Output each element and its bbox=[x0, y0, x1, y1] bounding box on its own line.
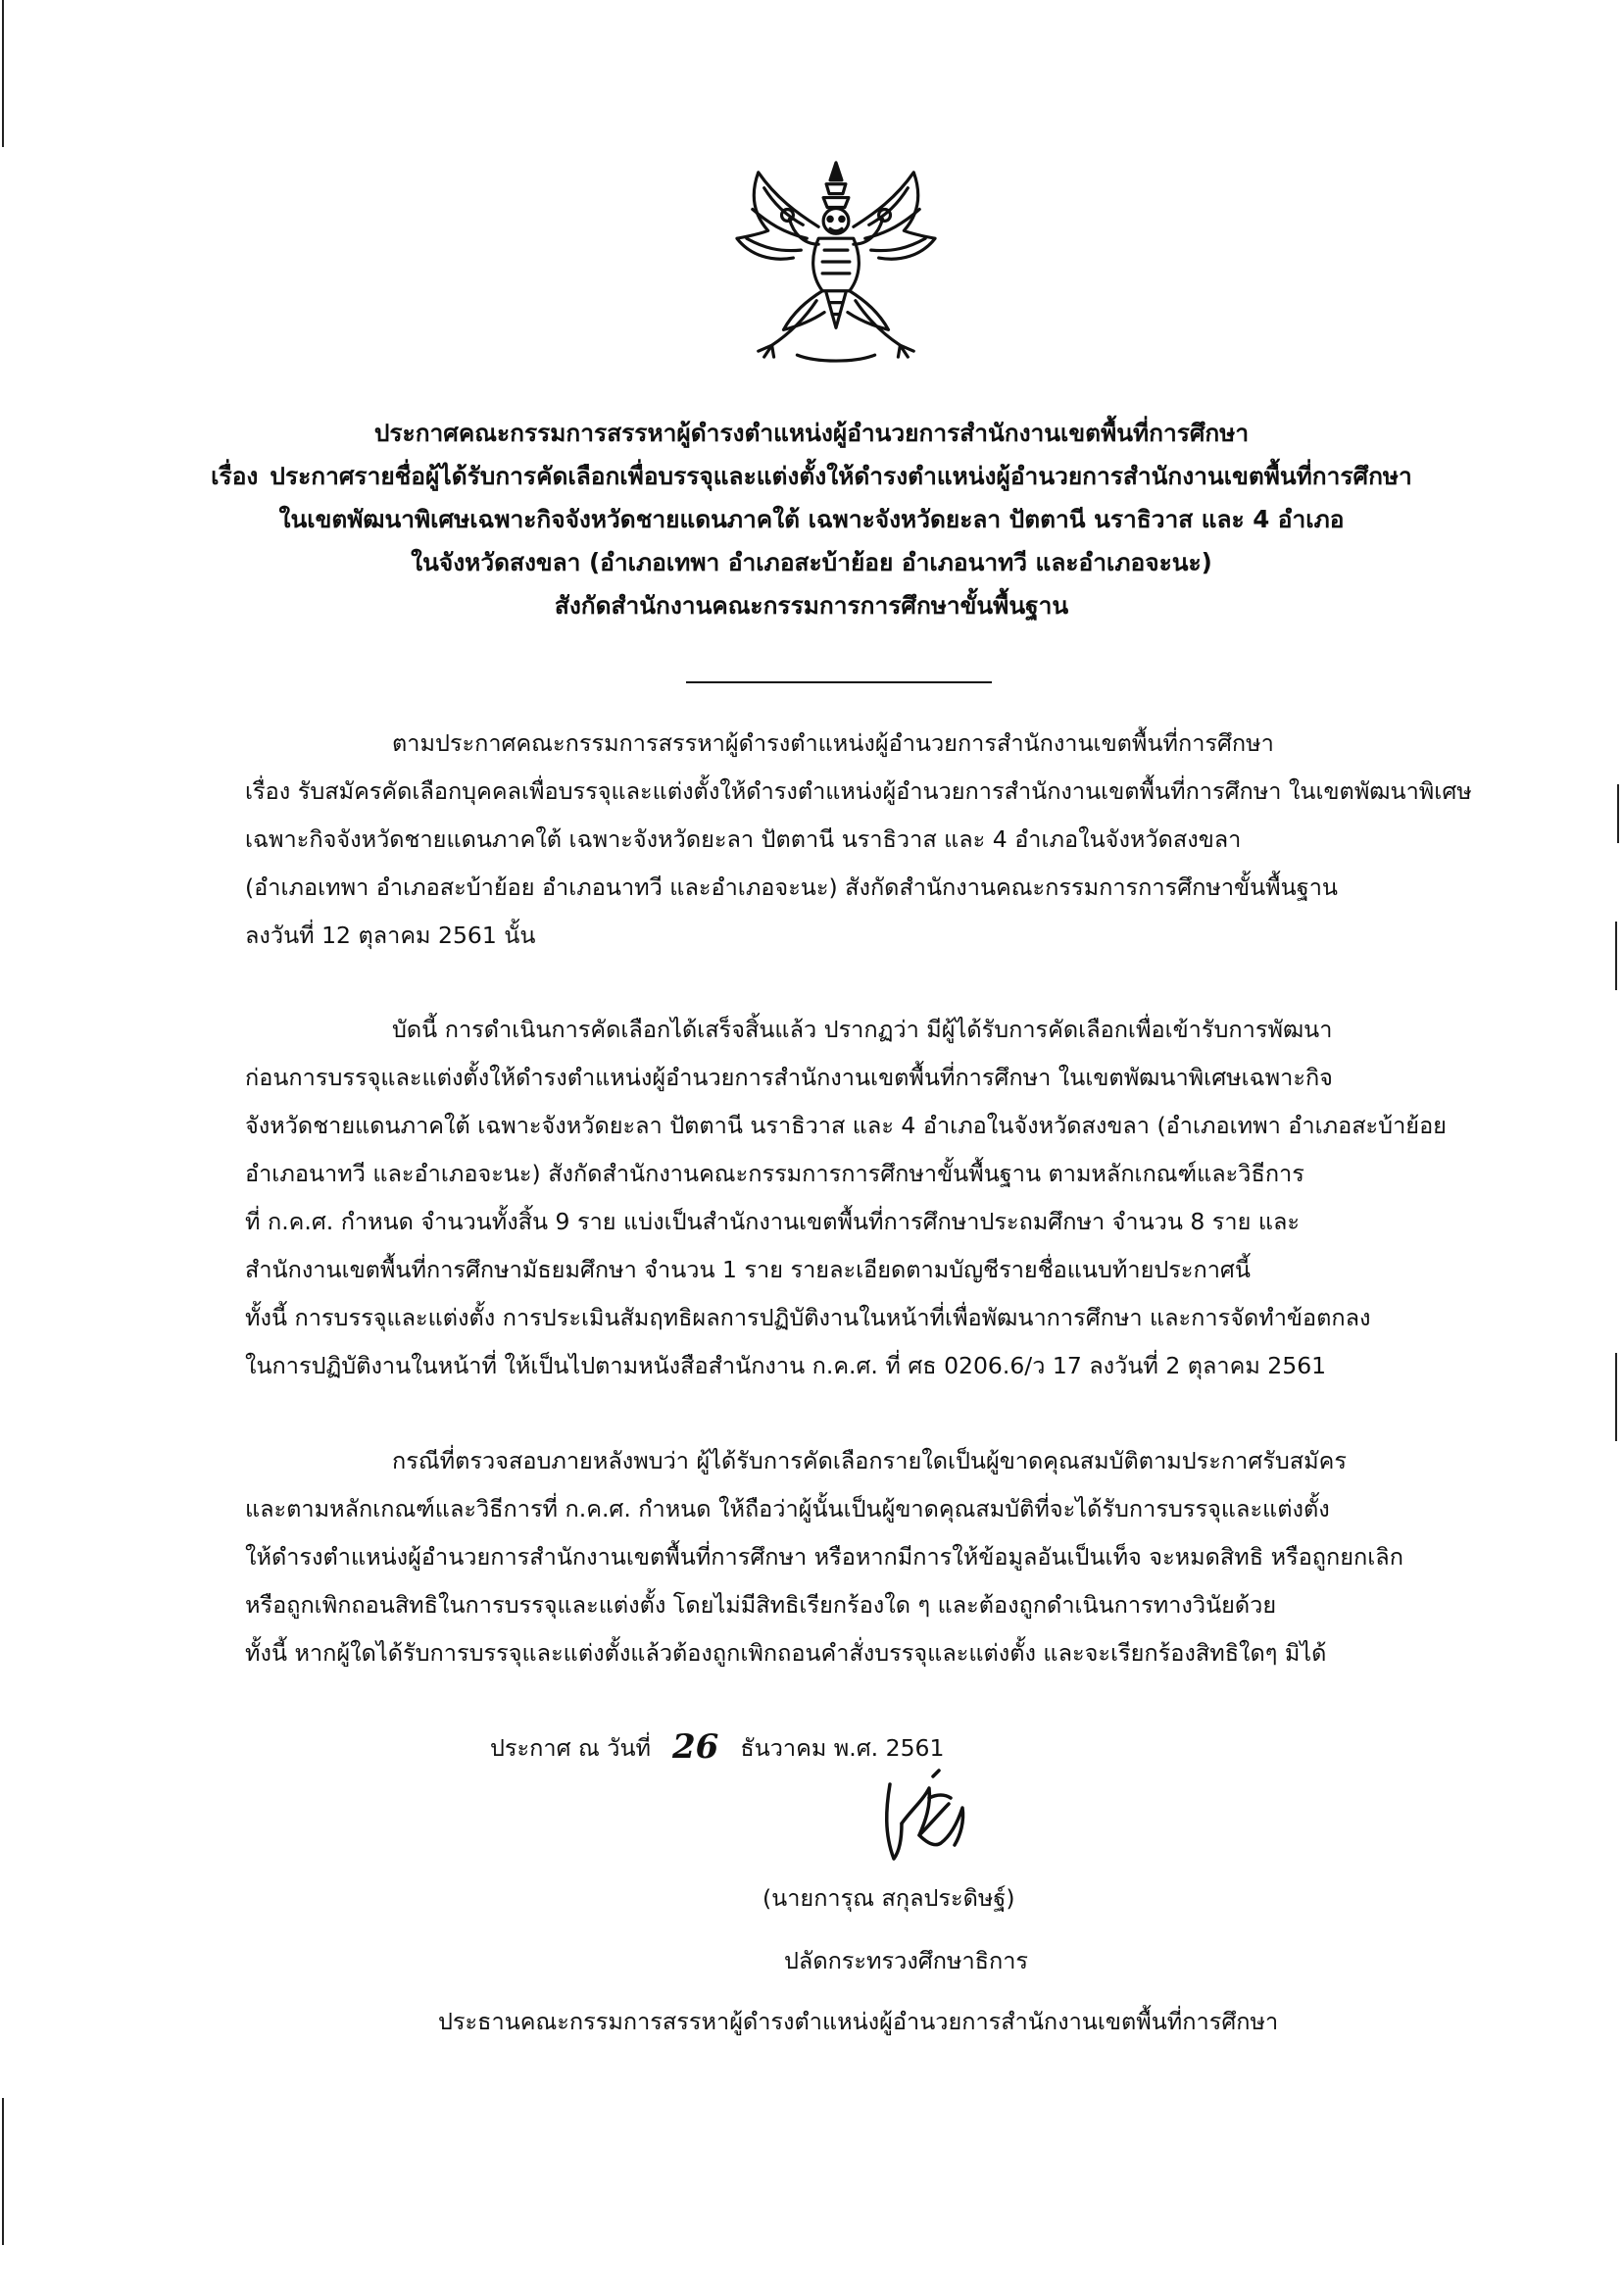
scan-edge-mark bbox=[1615, 922, 1617, 990]
signatory-title: ปลัดกระทรวงศึกษาธิการ bbox=[784, 1947, 1029, 1974]
header-title: ประกาศคณะกรรมการสรรหาผู้ดำรงตำแหน่งผู้อำนวยการสำนักงานเขตพื้นที่การศึกษา bbox=[373, 419, 1250, 447]
declaration-suffix: ธันวาคม พ.ศ. 2561 bbox=[740, 1734, 945, 1762]
paragraph-line: (อำเภอเทพา อำเภอสะบ้าย้อย อำเภอนาทวี และอำเภอจะนะ) สังกัดสำนักงานคณะกรรมการการศึกษาขั้นพื้นฐาน bbox=[245, 873, 1338, 901]
paragraph-line: ลงวันที่ 12 ตุลาคม 2561 นั้น bbox=[245, 922, 536, 949]
subject-text: ประกาศรายชื่อผู้ได้รับการคัดเลือกเพื่อบรรจุและแต่งตั้งให้ดำรงตำแหน่งผู้อำนวยการสำนักงานเขตพื้นที่การศึกษา bbox=[270, 462, 1412, 490]
paragraph-2 bbox=[245, 1006, 1525, 1390]
paragraph-1 bbox=[245, 720, 1525, 960]
paragraph-line: ทั้งนี้ การบรรจุและแต่งตั้ง การประเมินสัมฤทธิผลการปฏิบัติงานในหน้าที่เพื่อพัฒนาการศึกษา และการจัดทำข้อตกลง bbox=[245, 1304, 1371, 1331]
paragraph-3 bbox=[245, 1437, 1525, 1677]
paragraph-line: กรณีที่ตรวจสอบภายหลังพบว่า ผู้ได้รับการคัดเลือกรายใดเป็นผู้ขาดคุณสมบัติตามประกาศรับสมัคร bbox=[392, 1447, 1347, 1474]
handwritten-day: 26 bbox=[672, 1727, 719, 1767]
header-subject-line-3: ในเขตพัฒนาพิเศษเฉพาะกิจจังหวัดชายแดนภาคใต้ เฉพาะจังหวัดยะลา ปัตตานี นราธิวาส และ 4 อำเภอ bbox=[278, 505, 1345, 533]
paragraph-line: ที่ ก.ค.ศ. กำหนด จำนวนทั้งสิ้น 9 ราย แบ่งเป็นสำนักงานเขตพื้นที่การศึกษาประถมศึกษา จำนวน 8 ราย และ bbox=[245, 1208, 1301, 1235]
scan-edge-mark bbox=[1617, 784, 1619, 843]
signature-icon bbox=[872, 1765, 980, 1874]
scan-edge-mark bbox=[2, 2098, 4, 2245]
garuda-emblem-icon bbox=[727, 155, 945, 369]
header-subject-line-4: ในจังหวัดสงขลา (อำเภอเทพา อำเภอสะบ้าย้อย อำเภอนาทวี และอำเภอจะนะ) bbox=[411, 548, 1212, 576]
paragraph-line: ตามประกาศคณะกรรมการสรรหาผู้ดำรงตำแหน่งผู้อำนวยการสำนักงานเขตพื้นที่การศึกษา bbox=[392, 729, 1274, 757]
signatory-role: ประธานคณะกรรมการสรรหาผู้ดำรงตำแหน่งผู้อำนวยการสำนักงานเขตพื้นที่การศึกษา bbox=[438, 2008, 1279, 2035]
paragraph-line: จังหวัดชายแดนภาคใต้ เฉพาะจังหวัดยะลา ปัตตานี นราธิวาส และ 4 อำเภอในจังหวัดสงขลา (อำเภอเทพา อำเภอสะบ้าย้อย bbox=[245, 1112, 1447, 1139]
declaration-date bbox=[490, 1727, 944, 1768]
header-subject-line-5: สังกัดสำนักงานคณะกรรมการการศึกษาขั้นพื้นฐาน bbox=[554, 591, 1069, 620]
paragraph-line: เฉพาะกิจจังหวัดชายแดนภาคใต้ เฉพาะจังหวัดยะลา ปัตตานี นราธิวาส และ 4 อำเภอในจังหวัดสงขลา bbox=[245, 825, 1242, 853]
paragraph-line: สำนักงานเขตพื้นที่การศึกษามัธยมศึกษา จำนวน 1 ราย รายละเอียดตามบัญชีรายชื่อแนบท้ายประกาศนี้ bbox=[245, 1256, 1251, 1283]
announcement-header bbox=[127, 412, 1496, 627]
paragraph-line: ก่อนการบรรจุและแต่งตั้งให้ดำรงตำแหน่งผู้อำนวยการสำนักงานเขตพื้นที่การศึกษา ในเขตพัฒนาพิเศษเฉพาะกิจ bbox=[245, 1064, 1333, 1091]
paragraph-line: ในการปฏิบัติงานในหน้าที่ ให้เป็นไปตามหนังสือสำนักงาน ก.ค.ศ. ที่ ศธ 0206.6/ว 17 ลงวันที่ 2 ตุลาคม 2561 bbox=[245, 1352, 1327, 1379]
paragraph-line: และตามหลักเกณฑ์และวิธีการที่ ก.ค.ศ. กำหนด ให้ถือว่าผู้นั้นเป็นผู้ขาดคุณสมบัติที่จะได้รับการบรรจุและแต่งตั้ง bbox=[245, 1495, 1330, 1522]
header-subject bbox=[127, 455, 1496, 498]
header-divider bbox=[686, 681, 992, 683]
paragraph-line: ให้ดำรงตำแหน่งผู้อำนวยการสำนักงานเขตพื้นที่การศึกษา หรือหากมีการให้ข้อมูลอันเป็นเท็จ จะหมดสิทธิ หรือถูกยกเลิก bbox=[245, 1543, 1403, 1571]
paragraph-line: บัดนี้ การดำเนินการคัดเลือกได้เสร็จสิ้นแล้ว ปรากฏว่า มีผู้ได้รับการคัดเลือกเพื่อเข้ารับการพัฒนา bbox=[392, 1016, 1333, 1043]
paragraph-line: อำเภอนาทวี และอำเภอจะนะ) สังกัดสำนักงานคณะกรรมการการศึกษาขั้นพื้นฐาน ตามหลักเกณฑ์และวิธีการ bbox=[245, 1160, 1304, 1187]
subject-label: เรื่อง bbox=[211, 462, 259, 490]
paragraph-line: เรื่อง รับสมัครคัดเลือกบุคคลเพื่อบรรจุและแต่งตั้งให้ดำรงตำแหน่งผู้อำนวยการสำนักงานเขตพื้นที่การศึกษา ในเขตพัฒนาพิเศษ bbox=[245, 777, 1472, 805]
scan-edge-mark bbox=[2, 0, 4, 147]
declaration-prefix: ประกาศ ณ วันที่ bbox=[490, 1734, 651, 1762]
scan-edge-mark bbox=[1615, 1353, 1617, 1441]
paragraph-line: ทั้งนี้ หากผู้ใดได้รับการบรรจุและแต่งตั้งแล้วต้องถูกเพิกถอนคำสั่งบรรจุและแต่งตั้ง และจะเรียกร้องสิทธิใดๆ มิได้ bbox=[245, 1639, 1327, 1667]
signatory-name: (นายการุณ สกุลประดิษฐ์) bbox=[762, 1884, 1015, 1912]
paragraph-line: หรือถูกเพิกถอนสิทธิในการบรรจุและแต่งตั้ง โดยไม่มีสิทธิเรียกร้องใด ๆ และต้องถูกดำเนินการทางวินัยด้วย bbox=[245, 1591, 1277, 1619]
